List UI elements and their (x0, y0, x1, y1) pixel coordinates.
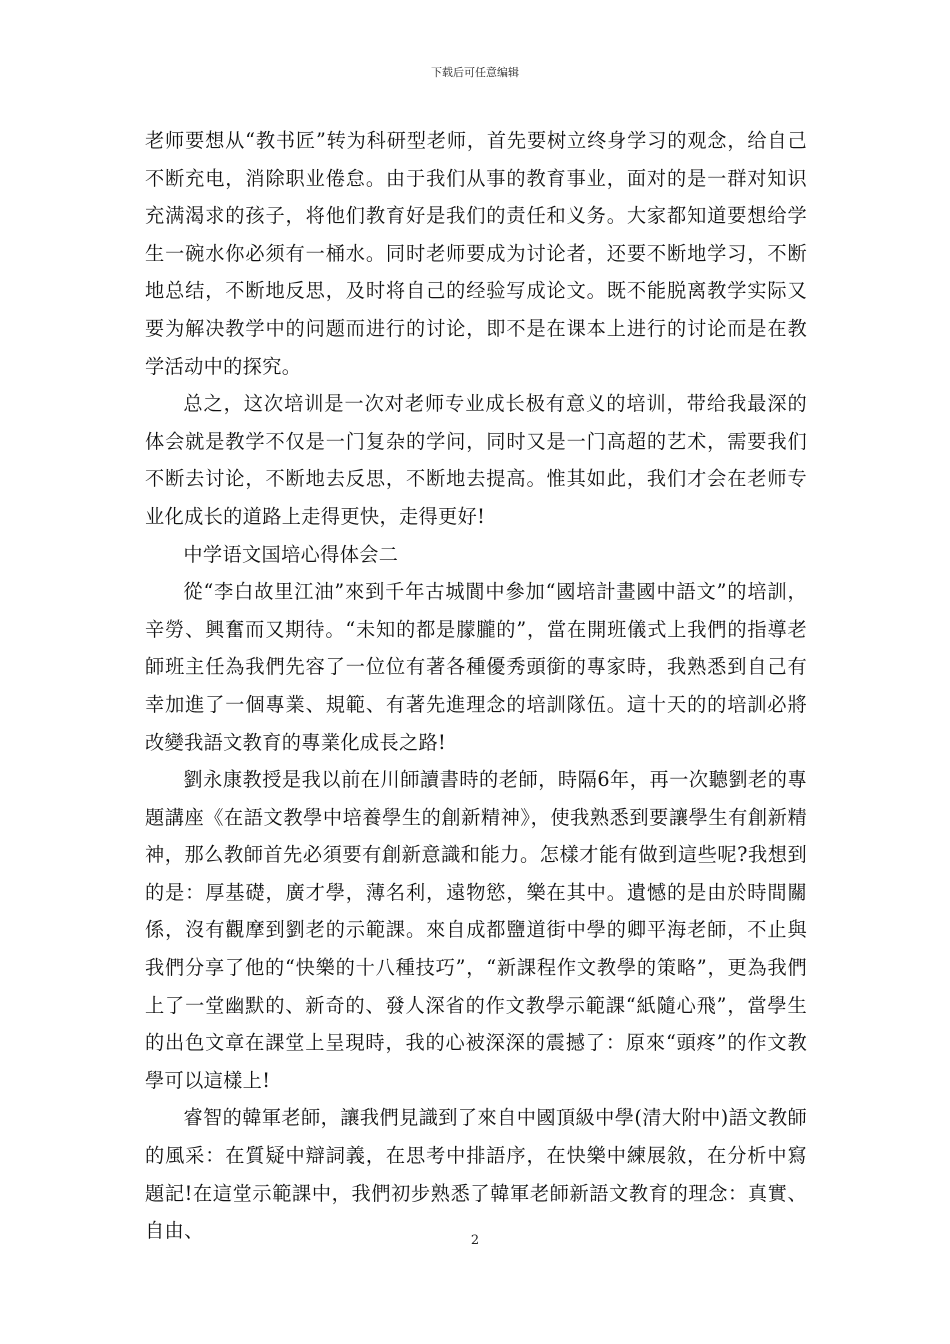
page-number: 2 (470, 1233, 480, 1248)
section-heading: 中学语文国培心得体会二 (183, 542, 399, 566)
document-body (145, 122, 807, 1250)
paragraph-han-jun: 睿智的韓軍老師，讓我們見識到了來自中國頂級中學(清大附中)語文教師的風采：在質疑中辯詞義，在思考中排語序，在快樂中練展敘，在分析中寫題記!在這堂示範課中，我們初步熟悉了韓軍老師新語文教育的理念：真實、自由、 (145, 1106, 807, 1243)
paragraph-intro: 從“李白故里江油”來到千年古城閬中參加“國培計畫國中語文”的培訓，辛勞、興奮而又期待。“未知的都是朦朧的”，當在開班儀式上我們的指導老師班主任為我們先容了一位位有著各種優秀頭銜的專家時，我熟悉到自己有幸加進了一個專業、規範、有著先進理念的培訓隊伍。這十天的的培訓必將改變我語文教育的專業化成長之路! (145, 580, 807, 754)
paragraph-liu-yongkang: 劉永康教授是我以前在川師讀書時的老師，時隔6年，再一次聽劉老的專題講座《在語文教學中培養學生的創新精神》，使我熟悉到要讓學生有創新精神，那么教師首先必須要有創新意識和能力。怎樣才能有做到這些呢?我想到的是：厚基礎，廣才學，薄名利，遠物慾，樂在其中。遺憾的是由於時間關係，沒有觀摩到劉老的示範課。來自成都鹽道街中學的卿平海老師，不止與我們分享了他的“快樂的十八種技巧”，“新課程作文教學的策略”，更為我們上了一堂幽默的、新奇的、發人深省的作文教學示範課“紙隨心飛”，當學生的出色文章在課堂上呈現時，我的心被深深的震撼了：原來“頭疼”的作文教學可以這樣上! (145, 768, 807, 1092)
page-header: 下载后可任意编辑 (431, 66, 519, 79)
paragraph-continuation: 老师要想从“教书匠”转为科研型老师，首先要树立终身学习的观念，给自己不断充电，消除职业倦怠。由于我们从事的教育事业，面对的是一群对知识充满渴求的孩子，将他们教育好是我们的责任和义务。大家都知道要想给学生一碗水你必须有一桶水。同时老师要成为讨论者，还要不断地学习，不断地总结，不断地反思，及时将自己的经验写成论文。既不能脱离教学实际又要为解决教学中的问题而进行的讨论，即不是在课本上进行的讨论而是在教学活动中的探究。 (145, 129, 807, 378)
paragraph-summary: 总之，这次培训是一次对老师专业成长极有意义的培训，带给我最深的体会就是教学不仅是一门复杂的学问，同时又是一门高超的艺术，需要我们不断去讨论，不断地去反思，不断地去提高。惟其如此，我们才会在老师专业化成长的道路上走得更快，走得更好! (145, 392, 807, 528)
